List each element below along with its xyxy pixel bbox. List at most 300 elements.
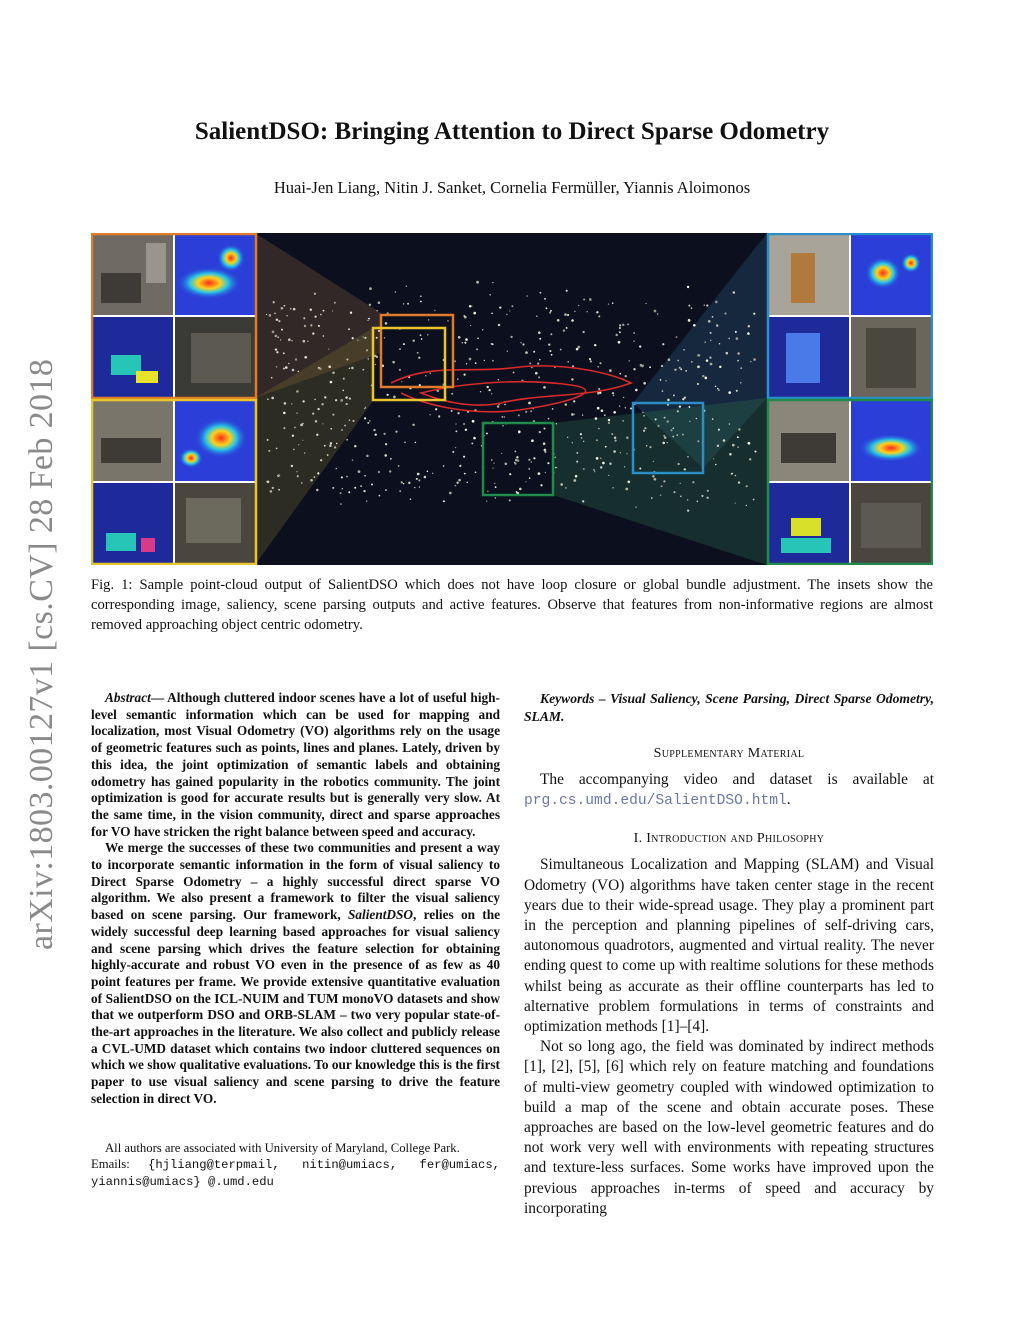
point xyxy=(484,360,485,361)
point xyxy=(551,354,553,356)
point xyxy=(278,320,280,322)
point xyxy=(486,432,488,434)
point xyxy=(487,491,488,492)
abstract-label: Abstract xyxy=(105,690,151,705)
point xyxy=(608,303,609,304)
point xyxy=(434,310,435,311)
point xyxy=(613,411,616,414)
point xyxy=(753,313,755,315)
point xyxy=(294,427,296,429)
point xyxy=(302,440,303,441)
point xyxy=(417,473,420,476)
point xyxy=(575,475,578,478)
point xyxy=(653,461,654,462)
point xyxy=(719,366,721,368)
point xyxy=(499,306,501,308)
paper-title: SalientDSO: Bringing Attention to Direct Sparse Odometry xyxy=(194,118,830,145)
point xyxy=(717,388,719,390)
point xyxy=(455,447,456,448)
point xyxy=(410,498,412,500)
point xyxy=(583,299,585,301)
point xyxy=(418,357,420,359)
point xyxy=(379,495,381,497)
abstract-paragraph-2a: We merge the successes of these two communities and present a way to incorporate semantic information in the form of visual saliency to Direct Sparse Odometry – a highly successful direct sparse VO algorithm. We also present a framework to filter the visual saliency based on scene parsing. Our framework, xyxy=(91,840,500,923)
point xyxy=(286,315,288,317)
point xyxy=(506,314,508,316)
point xyxy=(418,479,420,481)
point xyxy=(459,465,461,467)
point xyxy=(272,331,275,334)
point xyxy=(594,471,595,472)
point xyxy=(501,416,503,418)
point xyxy=(545,472,546,473)
point xyxy=(665,380,666,381)
point xyxy=(673,394,675,396)
figure-1 xyxy=(91,233,933,565)
point xyxy=(715,464,717,466)
point xyxy=(296,471,298,473)
orange-inset-group xyxy=(92,234,256,398)
point xyxy=(292,435,294,437)
point xyxy=(539,292,541,294)
point xyxy=(733,291,736,294)
point xyxy=(366,349,368,351)
point xyxy=(292,369,295,372)
point xyxy=(495,497,496,498)
point xyxy=(604,414,606,416)
point xyxy=(385,443,387,445)
point xyxy=(702,375,704,377)
point xyxy=(746,505,747,506)
point xyxy=(266,314,267,315)
point xyxy=(645,303,646,304)
point xyxy=(332,487,334,489)
point xyxy=(504,404,505,405)
point xyxy=(649,446,651,448)
point xyxy=(324,445,326,447)
point xyxy=(626,436,628,438)
point xyxy=(349,419,350,420)
point xyxy=(457,378,458,379)
point xyxy=(491,343,493,345)
author-list: Huai-Jen Liang, Nitin J. Sanket, Cornelia Fermüller, Yiannis Aloimonos xyxy=(273,178,751,197)
point xyxy=(710,332,712,334)
point xyxy=(276,448,278,450)
point xyxy=(693,324,696,327)
point xyxy=(646,445,648,447)
point xyxy=(652,475,655,478)
point xyxy=(639,345,641,347)
point xyxy=(643,415,645,417)
point xyxy=(601,409,604,412)
point xyxy=(378,301,381,304)
point xyxy=(336,443,337,444)
point xyxy=(318,325,320,327)
point xyxy=(364,475,366,477)
point xyxy=(514,450,516,452)
point xyxy=(696,501,698,503)
point xyxy=(573,479,576,482)
point xyxy=(504,462,507,465)
point xyxy=(583,441,584,442)
point xyxy=(539,431,541,433)
point xyxy=(492,360,494,362)
point xyxy=(614,436,616,438)
point xyxy=(504,416,505,417)
point xyxy=(497,406,499,408)
point xyxy=(354,445,356,447)
point xyxy=(332,372,335,375)
point xyxy=(623,397,624,398)
point xyxy=(283,412,286,415)
point xyxy=(520,342,521,343)
point xyxy=(277,336,279,338)
point xyxy=(340,399,343,402)
point xyxy=(340,492,342,494)
point xyxy=(346,476,348,478)
point xyxy=(746,485,748,487)
point xyxy=(321,403,324,406)
point xyxy=(310,479,313,482)
point xyxy=(639,468,641,470)
point xyxy=(278,474,280,476)
point xyxy=(421,338,423,340)
point xyxy=(275,348,277,350)
point xyxy=(489,294,491,296)
point xyxy=(643,382,646,385)
point xyxy=(595,417,598,420)
point xyxy=(567,314,569,316)
point xyxy=(713,458,714,459)
point xyxy=(685,370,687,372)
point xyxy=(649,366,651,368)
point xyxy=(310,308,312,310)
point xyxy=(689,421,690,422)
point xyxy=(737,446,739,448)
point xyxy=(304,325,306,327)
point xyxy=(732,444,735,447)
point xyxy=(581,437,583,439)
point xyxy=(736,337,739,340)
point xyxy=(679,367,681,369)
point xyxy=(735,502,736,503)
point xyxy=(550,333,552,335)
point xyxy=(348,328,350,330)
point xyxy=(660,494,662,496)
point xyxy=(302,423,304,425)
point xyxy=(662,390,664,392)
point xyxy=(571,413,574,416)
point xyxy=(390,458,392,460)
point xyxy=(680,483,681,484)
point xyxy=(738,481,740,483)
point xyxy=(276,351,278,353)
point xyxy=(629,360,630,361)
point xyxy=(291,340,292,341)
point xyxy=(578,305,579,306)
point xyxy=(651,497,653,499)
point xyxy=(663,435,665,437)
point xyxy=(389,470,391,472)
point xyxy=(395,431,397,433)
point xyxy=(567,361,569,363)
point xyxy=(673,428,675,430)
point xyxy=(589,358,591,360)
point xyxy=(754,451,756,453)
point xyxy=(712,418,714,420)
point xyxy=(443,465,445,467)
point xyxy=(304,452,305,453)
point xyxy=(563,329,565,331)
point xyxy=(560,349,562,351)
point xyxy=(312,332,314,334)
point xyxy=(668,358,671,361)
point xyxy=(676,336,678,338)
point xyxy=(395,291,396,292)
point xyxy=(565,487,567,489)
point xyxy=(398,415,400,417)
point xyxy=(346,403,348,405)
point xyxy=(509,473,511,475)
abstract-paragraph-1: Although cluttered indoor scenes have a lot of useful high-level semantic information which can be used for mapping and localization, most Visual Odometry (VO) algorithms rely on the usage of geometric features such as points, lines and planes. Lately, driven by this idea, the joint optimization of semantic labels and obtaining odometry has gained popularity in the robotics community. The joint optimization is good for accurate results but is generally very slow. At the same time, in the vision community, direct and sparse approaches for VO have stricken the right balance between speed and accuracy. xyxy=(91,690,500,839)
point xyxy=(473,312,476,315)
point xyxy=(548,418,550,420)
point xyxy=(467,482,468,483)
point xyxy=(454,360,456,362)
point xyxy=(416,478,418,480)
point xyxy=(447,320,448,321)
point xyxy=(295,358,297,360)
point xyxy=(427,334,428,335)
point xyxy=(682,398,684,400)
point xyxy=(274,313,276,315)
point xyxy=(368,318,370,320)
point xyxy=(352,420,354,422)
footnote-emails: {hjliang@terpmail, nitin@umiacs, fer@umiacs, yiannis@umiacs} @.umd.edu xyxy=(91,1157,501,1189)
point xyxy=(582,331,584,333)
point xyxy=(502,425,503,426)
point xyxy=(375,433,377,435)
supplementary-text xyxy=(524,770,934,811)
point xyxy=(626,453,627,454)
point xyxy=(475,362,477,364)
point xyxy=(600,458,602,460)
point xyxy=(624,466,625,467)
point xyxy=(375,364,376,365)
point xyxy=(463,373,465,375)
point xyxy=(267,439,269,441)
point xyxy=(664,436,667,439)
point xyxy=(597,407,600,410)
point xyxy=(576,348,579,351)
point xyxy=(451,393,453,395)
point xyxy=(314,476,316,478)
point xyxy=(345,396,347,398)
introduction-paragraph-1: Simultaneous Localization and Mapping (SLAM) and Visual Odometry (VO) algorithms have taken center stage in the recent years due to their wide-spread usage. They play a prominent part in the perception and planning pipelines of self-driving cars, autonomous quadrotors, augmented and virtual reality. The never ending quest to come up with realtime solutions for these methods whilst being as accurate as their offline counterparts has led to alternative problem formulations in terms of constraints and optimization methods [1]–[4]. xyxy=(524,856,934,1036)
point xyxy=(529,362,531,364)
point xyxy=(619,405,620,406)
point xyxy=(619,373,621,375)
point xyxy=(582,414,583,415)
point xyxy=(737,360,739,362)
point xyxy=(492,282,493,283)
point xyxy=(486,386,488,388)
point xyxy=(293,308,296,311)
point xyxy=(710,363,713,366)
point xyxy=(708,320,711,323)
point xyxy=(737,436,739,438)
point xyxy=(354,487,356,489)
point xyxy=(443,500,445,502)
point xyxy=(528,459,530,461)
point xyxy=(522,343,524,345)
point xyxy=(403,303,404,304)
point xyxy=(342,390,344,392)
point xyxy=(471,442,473,444)
point xyxy=(710,340,712,342)
point xyxy=(272,487,274,489)
point xyxy=(654,310,657,313)
yellow-inset-group xyxy=(92,400,256,564)
point xyxy=(635,506,636,507)
point xyxy=(336,468,337,469)
point xyxy=(582,500,584,502)
point xyxy=(738,428,741,431)
point xyxy=(401,481,403,483)
point xyxy=(341,429,343,431)
supplementary-sentence: The accompanying video and dataset is available at xyxy=(540,771,934,788)
point xyxy=(707,490,709,492)
point xyxy=(344,425,346,427)
point xyxy=(362,369,364,371)
point xyxy=(509,499,511,501)
point xyxy=(378,330,380,332)
point xyxy=(469,305,472,308)
point xyxy=(577,346,580,349)
point xyxy=(718,429,720,431)
point xyxy=(667,399,670,402)
point xyxy=(473,437,476,440)
point xyxy=(691,361,693,363)
point xyxy=(674,369,676,371)
point xyxy=(729,423,731,425)
point xyxy=(511,305,513,307)
point xyxy=(349,368,350,369)
point xyxy=(364,417,366,419)
point xyxy=(491,312,493,314)
point xyxy=(352,337,354,339)
point xyxy=(283,427,285,429)
point xyxy=(717,445,719,447)
point xyxy=(332,414,334,416)
point xyxy=(307,341,308,342)
point xyxy=(549,312,551,314)
point xyxy=(612,392,614,394)
point xyxy=(464,342,466,344)
point xyxy=(704,341,706,343)
point xyxy=(302,400,304,402)
point xyxy=(557,319,560,322)
point xyxy=(415,442,417,444)
point xyxy=(619,331,621,333)
point xyxy=(399,348,401,350)
point xyxy=(281,307,284,310)
point xyxy=(320,459,322,461)
point xyxy=(330,428,332,430)
point xyxy=(574,413,575,414)
point xyxy=(683,349,685,351)
point xyxy=(297,475,299,477)
point xyxy=(549,350,551,352)
point xyxy=(412,424,414,426)
supplementary-heading: Supplementary Material xyxy=(653,746,805,761)
point xyxy=(365,407,366,408)
point xyxy=(706,304,708,306)
point xyxy=(753,358,756,361)
point xyxy=(435,408,437,410)
point xyxy=(408,482,410,484)
point xyxy=(620,452,621,453)
point xyxy=(420,301,422,303)
point xyxy=(417,352,419,354)
point xyxy=(583,468,585,470)
point xyxy=(750,361,751,362)
point xyxy=(615,334,617,336)
point xyxy=(709,356,711,358)
footnote-emails-label: Emails: xyxy=(91,1156,149,1171)
point xyxy=(480,391,481,392)
point xyxy=(661,485,663,487)
point xyxy=(456,482,458,484)
point xyxy=(627,323,629,325)
point xyxy=(657,313,659,315)
footnote xyxy=(91,1140,500,1190)
point xyxy=(399,369,401,371)
point xyxy=(463,423,465,425)
point xyxy=(492,467,493,468)
supplementary-link[interactable]: prg.cs.umd.edu/SalientDSO.html xyxy=(524,793,787,810)
point xyxy=(643,430,645,432)
point xyxy=(531,461,532,462)
point xyxy=(608,475,609,476)
point xyxy=(748,442,751,445)
point xyxy=(609,462,611,464)
point xyxy=(278,489,280,491)
point xyxy=(403,343,405,345)
point xyxy=(464,473,466,475)
point xyxy=(633,340,634,341)
point xyxy=(528,402,531,405)
point xyxy=(663,480,665,482)
point xyxy=(310,324,312,326)
point xyxy=(726,353,728,355)
point xyxy=(687,509,689,511)
point xyxy=(573,400,575,402)
point xyxy=(565,403,567,405)
point xyxy=(662,442,665,445)
point xyxy=(525,351,528,354)
point xyxy=(269,314,272,317)
point xyxy=(596,457,599,460)
point-cloud-figure xyxy=(91,233,933,565)
arxiv-identifier: arXiv:1803.00127v1 [cs.CV] 28 Feb 2018 xyxy=(23,358,60,950)
point xyxy=(547,462,549,464)
point xyxy=(612,487,614,489)
point xyxy=(613,395,615,397)
point xyxy=(740,382,741,383)
point xyxy=(670,429,672,431)
point xyxy=(696,418,697,419)
